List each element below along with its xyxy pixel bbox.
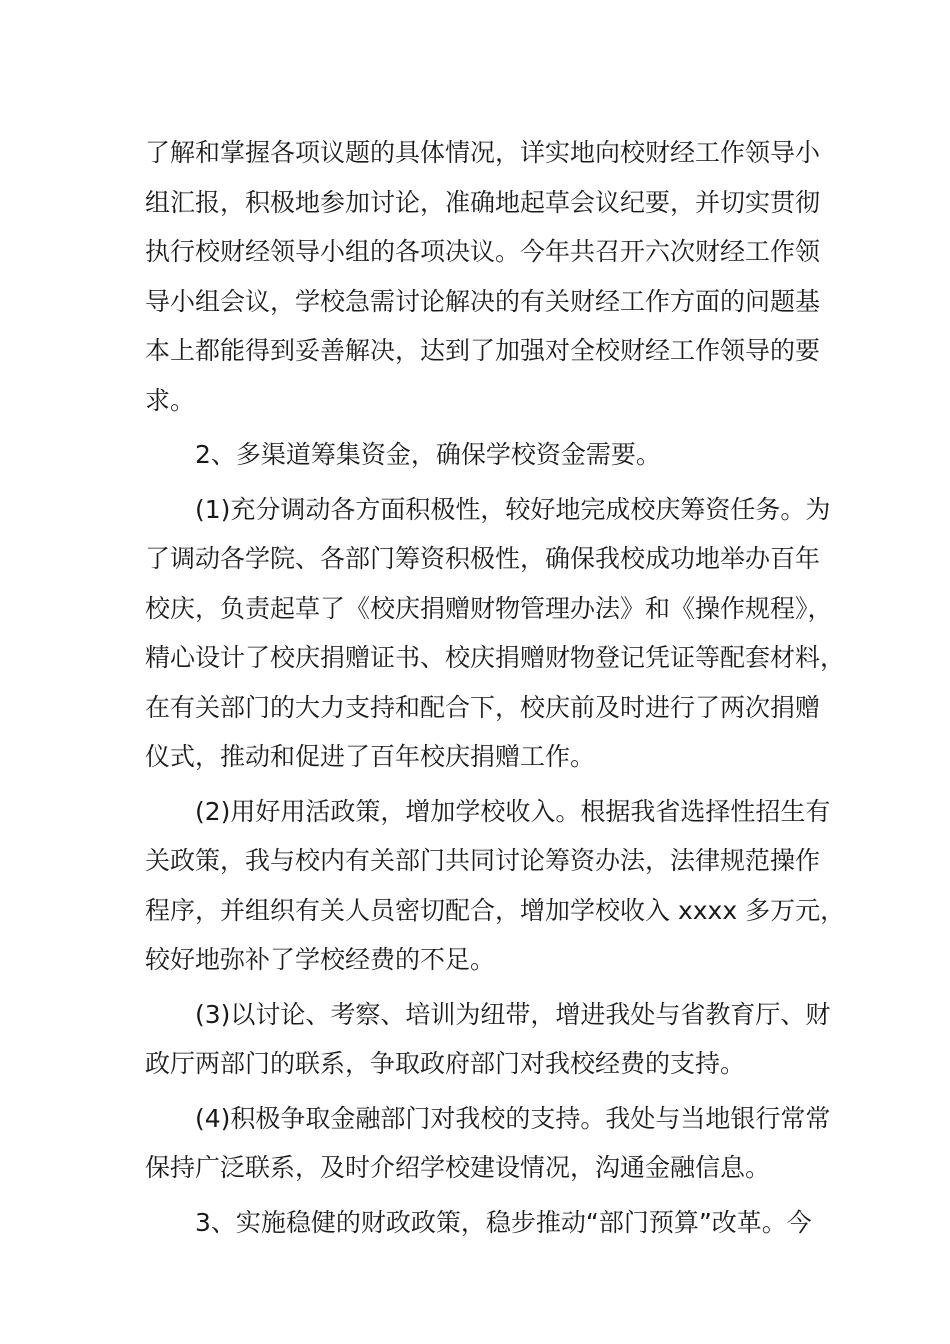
text-line: 导小组会议，学校急需讨论解决的有关财经工作方面的问题基 [145,286,821,316]
text-line: 政厅两部门的联系，争取政府部门对我校经费的支持。 [145,1049,746,1078]
text-line: (3)以讨论、考察、培训为纽带，增进我处与省教育厅、财 [195,999,831,1029]
text-line: 关政策，我与校内有关部门共同讨论筹资办法，法律规范操作 [145,846,821,875]
text-line: (4)积极争取金融部门对我校的支持。我处与当地银行常常 [195,1103,831,1133]
text-line: 校庆，负责起草了《校庆捐赠财物管理办法》和《操作规程》， [145,593,833,623]
text-line: 了解和掌握各项议题的具体情况，详实地向校财经工作领导小 [145,138,821,167]
text-line: (1)充分调动各方面积极性，较好地完成校庆筹资任务。为 [195,494,831,524]
text-line: 了调动各学院、各部门筹资积极性，确保我校成功地举办百年 [145,544,821,573]
text-line: (2)用好用活政策，增加学校收入。根据我省选择性招生有 [195,796,831,826]
text-line: 组汇报，积极地参加讨论，准确地起草会议纪要，并切实贯彻 [145,187,821,217]
section-heading: 3、实施稳健的财政政策，稳步推动“部门预算”改革。今 [195,1207,812,1237]
text-line: 仪式，推动和促进了百年校庆捐赠工作。 [145,742,596,771]
text-line: 本上都能得到妥善解决，达到了加强对全校财经工作领导的要 [145,336,821,365]
text-line: 程序，并组织有关人员密切配合，增加学校收入 xxxx 多万元， [145,895,846,925]
text-line: 执行校财经领导小组的各项决议。今年共召开六次财经工作领 [145,237,821,266]
section-heading: 2、多渠道筹集资金，确保学校资金需要。 [195,440,661,469]
text-line: 保持广泛联系，及时介绍学校建设情况，沟通金融信息。 [145,1153,771,1182]
text-line: 精心设计了校庆捐赠证书、校庆捐赠财物登记凭证等配套材料， [145,643,846,672]
text-line: 较好地弥补了学校经费的不足。 [145,945,496,974]
text-line: 求。 [145,385,196,415]
document-body [145,128,846,1247]
text-line: 在有关部门的大力支持和配合下，校庆前及时进行了两次捐赠 [145,692,821,722]
